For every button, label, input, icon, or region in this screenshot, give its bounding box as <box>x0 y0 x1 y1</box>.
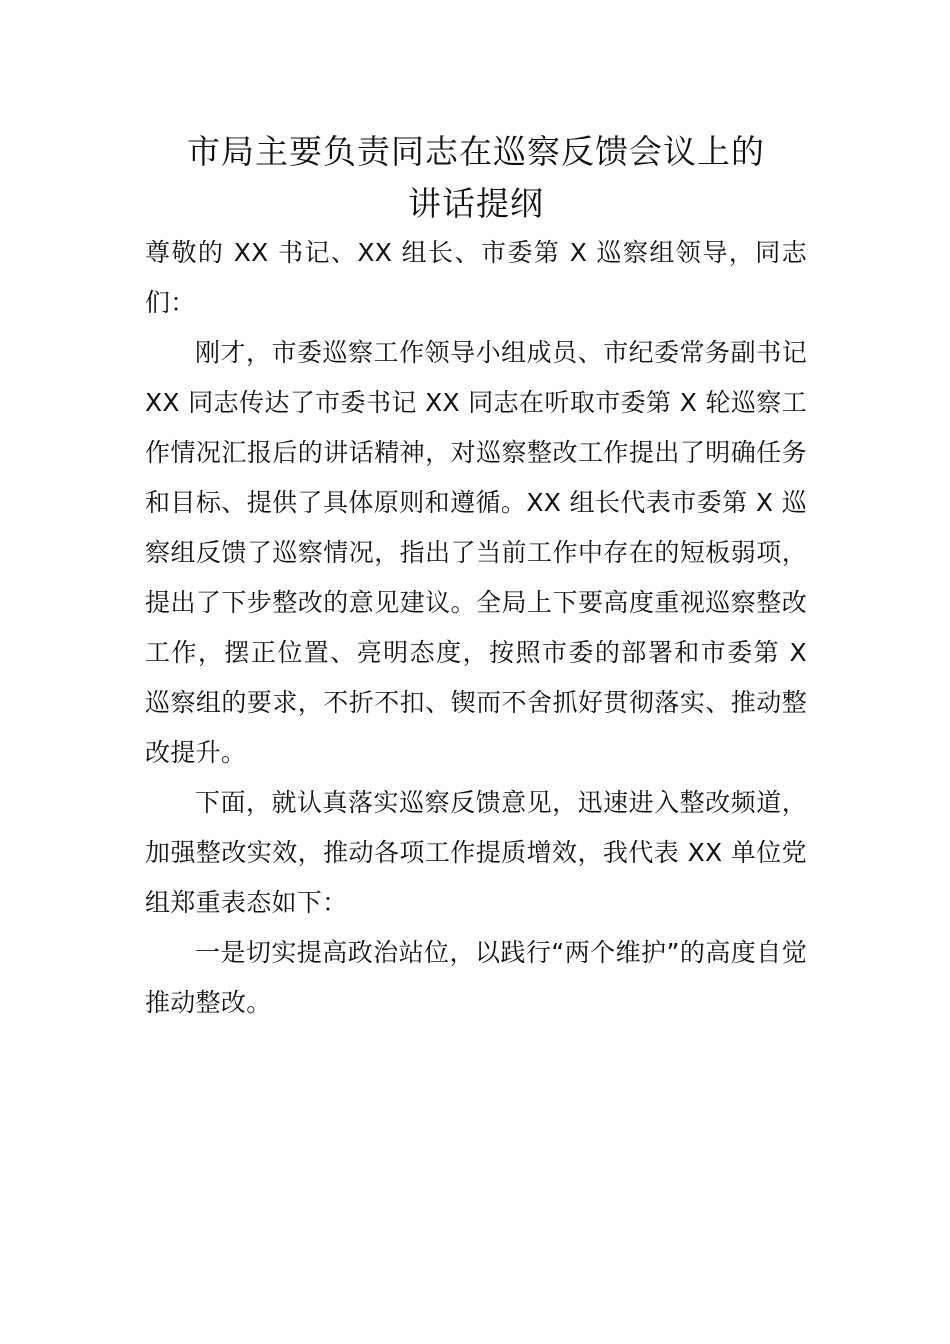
document-title-line-1: 市局主要负责同志在巡察反馈会议上的 <box>187 132 765 171</box>
document-body <box>145 228 807 1028</box>
body-paragraph: 一是切实提高政治站位，以践行“两个维护”的高度自觉推动整改。 <box>145 938 807 1017</box>
body-paragraph: 下面，就认真落实巡察反馈意见，迅速进入整改频道，加强整改实效，推动各项工作提质增效，我代表 XX 单位党组郑重表态如下： <box>145 788 807 917</box>
salutation-paragraph: 尊敬的 XX 书记、XX 组长、市委第 X 巡察组领导，同志们： <box>145 238 807 317</box>
document-title-line-2: 讲话提纲 <box>408 184 544 223</box>
body-paragraph: 刚才，市委巡察工作领导小组成员、市纪委常务副书记 XX 同志传达了市委书记 XX 同志在听取市委第 X 轮巡察工作情况汇报后的讲话精神，对巡察整改工作提出了明确任务和目标、提供了具体原则和遵循。XX 组长代表市委第 X 巡察组反馈了巡察情况，指出了当前工作中存在的短板弱项，提出了下步整改的意见建议。全局上下要高度重视巡察整改工作，摆正位置、亮明态度，按照市委的部署和市委第 X 巡察组的要求，不折不扣、锲而不舍抓好贯彻落实、推动整改提升。 <box>145 338 807 767</box>
